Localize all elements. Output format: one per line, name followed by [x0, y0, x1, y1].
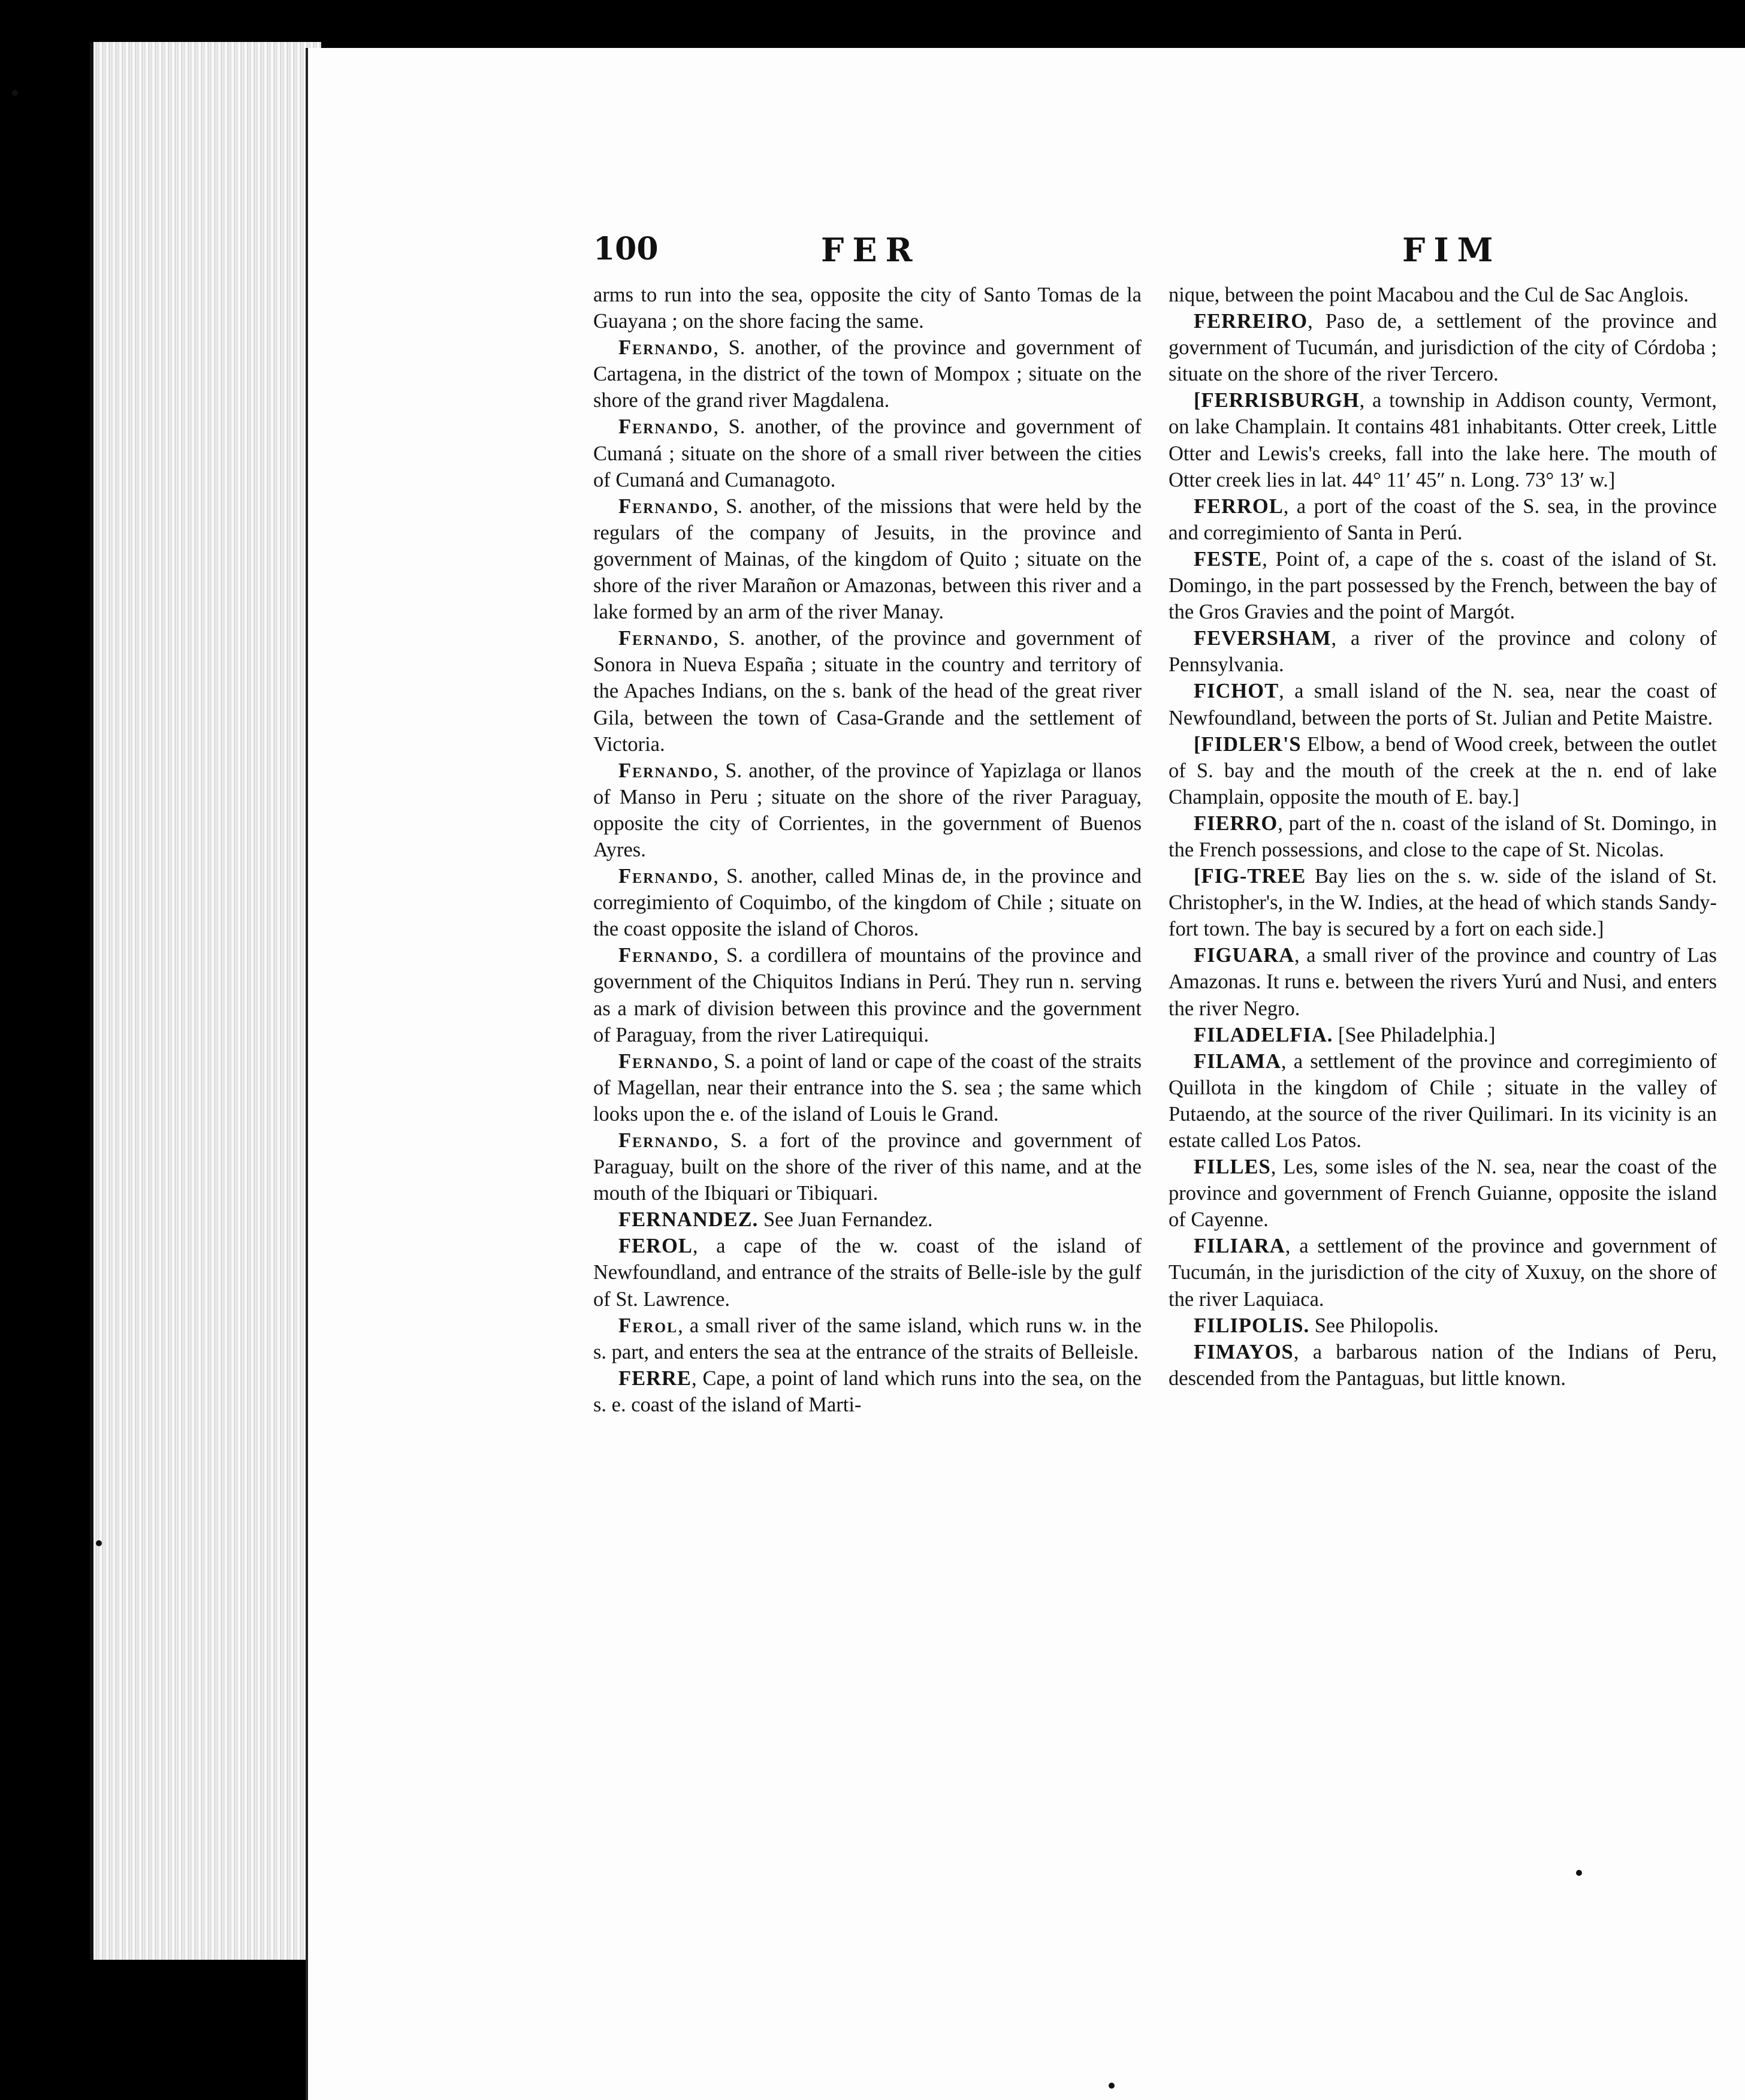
- right-running-head: FIM: [1402, 231, 1502, 269]
- entry-headword: Fernando: [618, 944, 714, 967]
- entry-text: , Paso de, a settlement of the province and government of Tucumán, and jurisdiction of the city of Córdoba ; situate on the shore of the river Tercero.: [1169, 310, 1717, 386]
- entry-text: , S. a cordillera of mountains of the province and government of the Chiquitos Indians in Perú. They run n. serving as a mark of division between this province and the government of Paraguay, from the river Latirequiqui.: [593, 944, 1142, 1046]
- dictionary-entry: [593, 863, 1142, 942]
- entry-headword: FILIARA: [1194, 1235, 1285, 1258]
- running-header: [0, 231, 1745, 273]
- dictionary-entry: [1169, 625, 1717, 678]
- entry-headword: FICHOT: [1194, 680, 1279, 703]
- entry-headword: Ferol: [618, 1314, 678, 1337]
- entry-headword: FIGUARA: [1194, 944, 1294, 967]
- dictionary-entry: [593, 625, 1142, 757]
- entry-headword: FEVERSHAM: [1194, 627, 1332, 650]
- scan-speck: [96, 1540, 102, 1546]
- entry-text: , S. another, of the province and government of Cartagena, in the district of the town of Mompox ; situate on the shore of the grand river Magdalena.: [593, 336, 1142, 412]
- dictionary-entry: [1169, 493, 1717, 546]
- dictionary-entry: [1169, 308, 1717, 387]
- entry-text: , a port of the coast of the S. sea, in the province and corregimiento of Santa in Perú.: [1169, 494, 1717, 544]
- entry-text: , S. another, called Minas de, in the province and corregimiento of Coquimbo, of the kingdom of Chile ; situate on the coast opposite the island of Choros.: [593, 865, 1142, 941]
- dictionary-entry: [593, 1312, 1142, 1365]
- entry-text: , a township in Addison county, Vermont, on lake Champlain. It contains 481 inhabitants. Otter creek, Little Otter and Lewis's creeks, fall into the lake here. The mouth of Otter creek lies in lat. 44° 11′ 45″ n. Long. 73° 13′ w.]: [1169, 389, 1717, 491]
- entry-text: , S. another, of the province of Yapizlaga or llanos of Manso in Peru ; situate on the shore of the river Paraguay, opposite the city of Corrientes, in the government of Buenos Ayres.: [593, 759, 1142, 861]
- dictionary-entry: [1169, 942, 1717, 1021]
- entry-text: arms to run into the sea, opposite the city of Santo Tomas de la Guayana ; on the shore facing the same.: [593, 283, 1142, 333]
- dictionary-entry: [1169, 1233, 1717, 1312]
- entry-headword: FEROL: [618, 1235, 693, 1258]
- dictionary-entry: [593, 1365, 1142, 1418]
- dictionary-entry: [593, 1206, 1142, 1233]
- entry-text: , S. another, of the missions that were held by the regulars of the company of Jesuits, in the province and government of Mainas, of the kingdom of Quito ; situate on the shore of the river Marañon or Amazonas, between this river and a lake formed by an arm of the river Manay.: [593, 494, 1142, 624]
- entry-headword: [FIG-TREE: [1194, 865, 1306, 888]
- entry-text: , a settlement of the province and government of Tucumán, in the jurisdiction of the city of Xuxuy, on the shore of the river Laquiaca.: [1169, 1235, 1717, 1311]
- entry-headword: FILAMA: [1194, 1049, 1281, 1073]
- entry-headword: [FIDLER'S: [1194, 732, 1302, 756]
- dictionary-entry: [1169, 731, 1717, 810]
- dictionary-entry: [1169, 1022, 1717, 1048]
- entry-headword: FILLES: [1194, 1155, 1271, 1179]
- dictionary-entry: [1169, 1339, 1717, 1392]
- dictionary-entry: [1169, 282, 1717, 308]
- entry-text: , a small river of the same island, which runs w. in the s. part, and enters the sea at the entrance of the straits of Belleisle.: [593, 1314, 1142, 1363]
- dictionary-entry: [593, 1233, 1142, 1312]
- entry-headword: Fernando: [618, 627, 714, 650]
- dictionary-entry: [593, 942, 1142, 1048]
- dictionary-entry: [593, 334, 1142, 414]
- right-text-column: [1169, 282, 1717, 1392]
- entry-headword: Fernando: [618, 1129, 714, 1152]
- entry-text: , a settlement of the province and corregimiento of Quillota in the kingdom of Chile ; situate in the valley of Putaendo, at the source of the river Quilimari. In its vicinity is an estate called Los Patos.: [1169, 1049, 1717, 1152]
- entry-text: , Point of, a cape of the s. coast of the island of St. Domingo, in the part possessed by the French, between the bay of the Gros Gravies and the point of Margót.: [1169, 547, 1717, 624]
- dictionary-entry: [1169, 678, 1717, 731]
- book-page-edges: [90, 42, 321, 1960]
- entry-headword: FILADELFIA.: [1194, 1023, 1333, 1046]
- entry-text: , a barbarous nation of the Indians of Peru, descended from the Pantaguas, but little known.: [1169, 1340, 1717, 1390]
- entry-headword: Fernando: [618, 759, 714, 782]
- left-running-head: FER: [821, 231, 921, 269]
- dictionary-entry: [1169, 863, 1717, 942]
- entry-headword: FERNANDEZ.: [618, 1208, 759, 1232]
- dictionary-entry: [593, 1127, 1142, 1206]
- entry-text: , part of the n. coast of the island of St. Domingo, in the French possessions, and close to the cape of St. Nicolas.: [1169, 811, 1717, 861]
- entry-headword: FESTE: [1194, 547, 1263, 571]
- page-number: 100: [593, 231, 659, 267]
- dictionary-entry: [593, 414, 1142, 493]
- dictionary-entry: [593, 282, 1142, 334]
- entry-text: , a small river of the province and country of Las Amazonas. It runs e. between the rivers Yurú and Nusi, and enters the river Negro.: [1169, 944, 1717, 1020]
- entry-text: nique, between the point Macabou and the Cul de Sac Anglois.: [1169, 283, 1689, 306]
- entry-headword: Fernando: [618, 415, 714, 439]
- entry-text: , S. a fort of the province and government of Paraguay, built on the shore of the river of this name, and at the mouth of the Ibiquari or Tibiquari.: [593, 1129, 1142, 1205]
- entry-headword: Fernando: [618, 865, 714, 888]
- dictionary-entry: [593, 758, 1142, 863]
- dictionary-entry: [1169, 810, 1717, 863]
- scan-speck: [12, 90, 18, 96]
- dictionary-entry: [1169, 1048, 1717, 1154]
- entry-text: , a cape of the w. coast of the island of Newfoundland, and entrance of the straits of Belle-isle by the gulf of St. Lawrence.: [593, 1235, 1142, 1311]
- entry-headword: Fernando: [618, 1049, 714, 1073]
- scan-speck: [1109, 2083, 1115, 2089]
- entry-text: See Philopolis.: [1309, 1314, 1439, 1337]
- left-text-column: [593, 282, 1142, 1418]
- entry-text: , S. another, of the province and government of Sonora in Nueva España ; situate in the country and territory of the Apaches Indians, on the s. bank of the head of the great river Gila, between the town of Casa-Grande and the settlement of Victoria.: [593, 627, 1142, 756]
- entry-text: , Les, some isles of the N. sea, near the coast of the province and government of French Guianne, opposite the island of Cayenne.: [1169, 1155, 1717, 1232]
- dictionary-entry: [593, 493, 1142, 625]
- scan-speck: [1576, 1870, 1582, 1876]
- dictionary-entry: [1169, 387, 1717, 493]
- entry-headword: Fernando: [618, 494, 714, 518]
- entry-text: [See Philadelphia.]: [1333, 1023, 1496, 1046]
- entry-headword: FIERRO: [1194, 811, 1278, 835]
- entry-text: , a small island of the N. sea, near the coast of Newfoundland, between the ports of St. Julian and Petite Maistre.: [1169, 680, 1717, 729]
- entry-headword: FIMAYOS: [1194, 1340, 1294, 1363]
- entry-headword: FERRE: [618, 1366, 692, 1390]
- entry-text: , a river of the province and colony of Pennsylvania.: [1169, 627, 1717, 677]
- entry-text: , S. another, of the province and government of Cumaná ; situate on the shore of a small river between the cities of Cumaná and Cumanagoto.: [593, 415, 1142, 491]
- entry-text: , S. a point of land or cape of the coast of the straits of Magellan, near their entrance into the S. sea ; the same which looks upon the e. of the island of Louis le Grand.: [593, 1049, 1142, 1126]
- entry-text: Bay lies on the s. w. side of the island of St. Christopher's, in the W. Indies, at the head of which stands Sandy-fort town. The bay is secured by a fort on each side.]: [1169, 865, 1717, 941]
- dictionary-entry: [1169, 1312, 1717, 1339]
- dictionary-entry: [593, 1048, 1142, 1127]
- entry-headword: FERREIRO: [1194, 310, 1308, 333]
- entry-text: See Juan Fernandez.: [758, 1208, 933, 1232]
- entry-headword: FILIPOLIS.: [1194, 1314, 1310, 1337]
- entry-headword: Fernando: [618, 336, 714, 360]
- entry-text: , Cape, a point of land which runs into the sea, on the s. e. coast of the island of Marti-: [593, 1366, 1142, 1416]
- entry-text: Elbow, a bend of Wood creek, between the outlet of S. bay and the mouth of the creek at the n. end of lake Champlain, opposite the mouth of E. bay.]: [1169, 732, 1717, 808]
- dictionary-entry: [1169, 546, 1717, 625]
- entry-headword: [FERRISBURGH: [1194, 389, 1360, 412]
- entry-headword: FERROL: [1194, 494, 1284, 518]
- dictionary-entry: [1169, 1154, 1717, 1233]
